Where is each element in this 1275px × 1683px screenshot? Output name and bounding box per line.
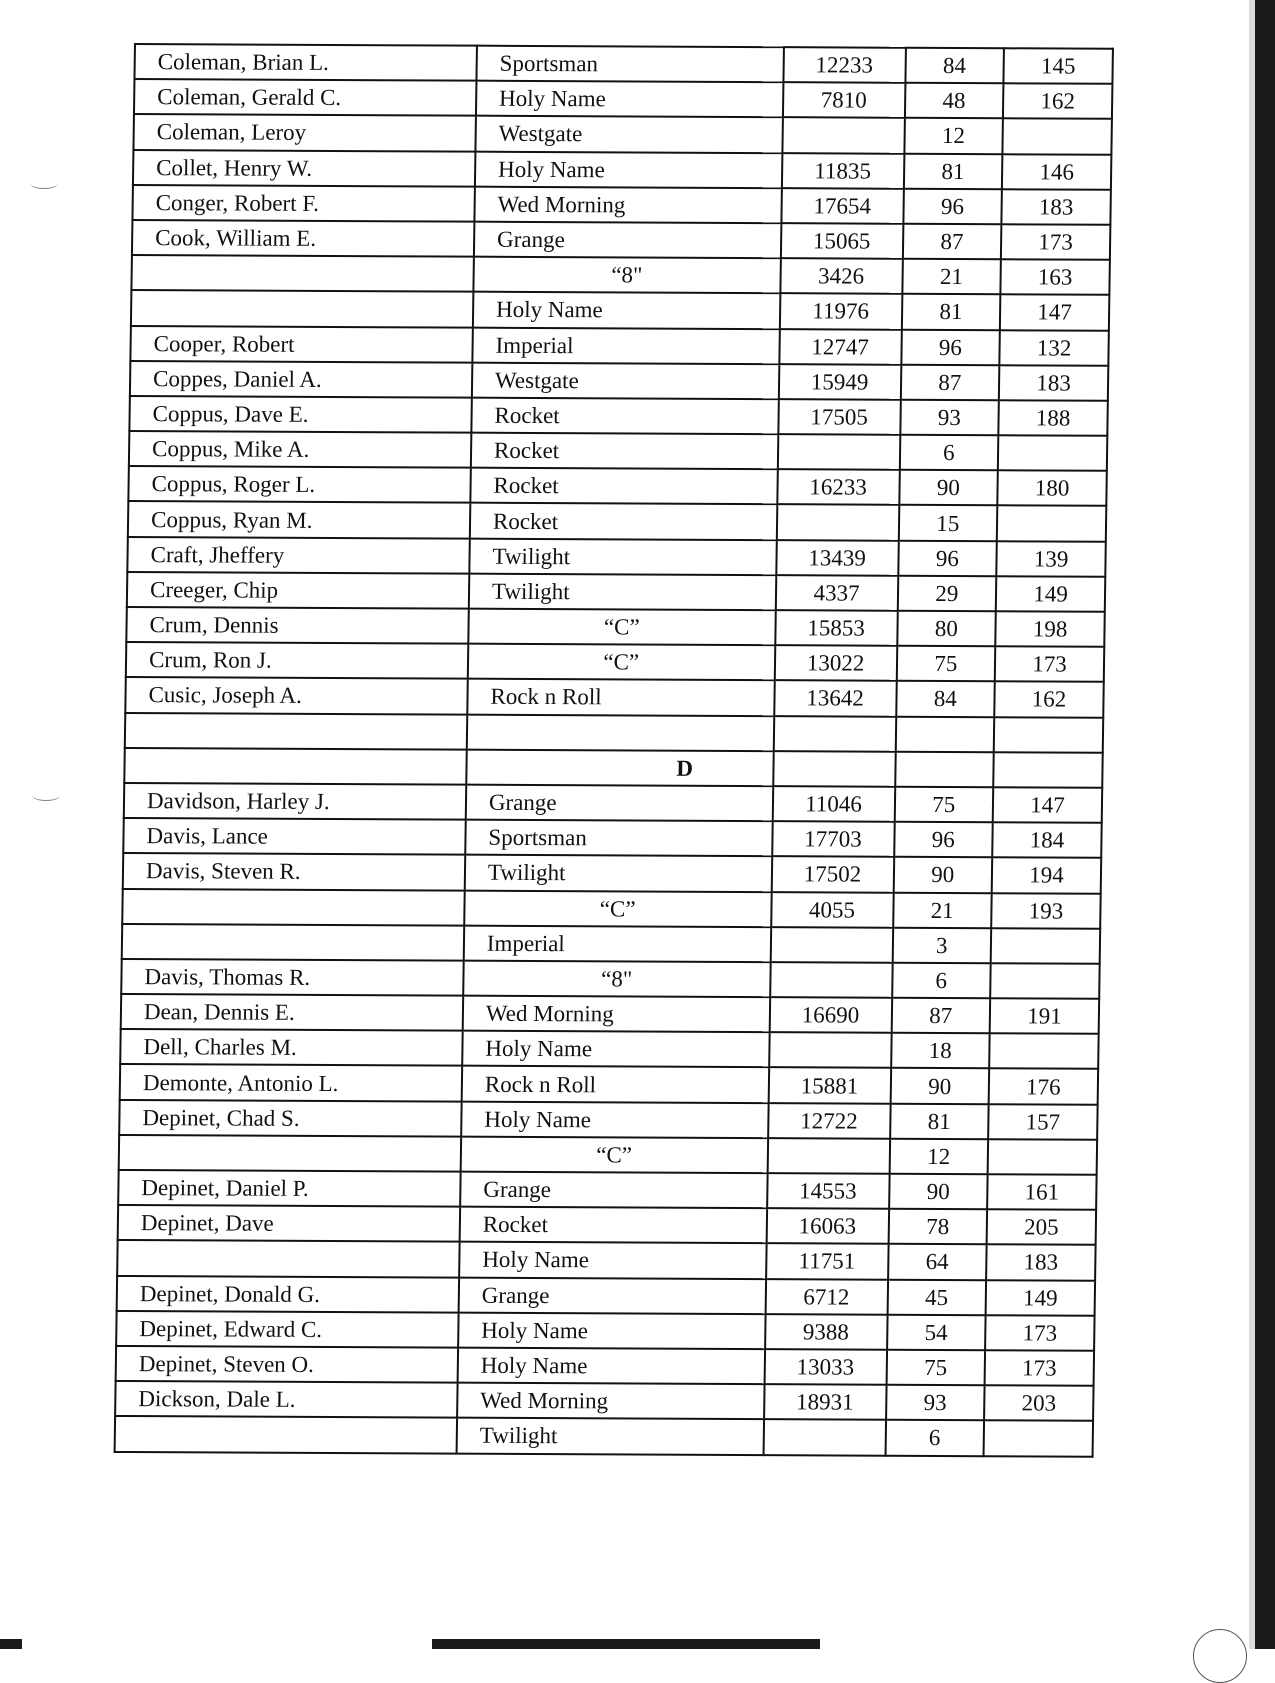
total-pins-cell: 3426 (780, 258, 903, 294)
games-cell: 81 (903, 153, 1002, 189)
games-cell: 96 (903, 189, 1002, 225)
total-pins-cell: 12747 (779, 329, 902, 365)
table-row (126, 607, 1104, 647)
average-cell (991, 928, 1100, 964)
league-cell: Wed Morning (474, 186, 781, 223)
league-cell: Wed Morning (463, 996, 770, 1033)
total-pins-cell (769, 1032, 892, 1068)
total-pins-cell: 15065 (780, 223, 903, 259)
league-cell: Rock n Roll (462, 1066, 769, 1103)
games-cell: 6 (899, 435, 998, 471)
games-cell: 96 (901, 329, 1000, 365)
league-cell: Holy Name (473, 292, 780, 329)
bowler-name-cell: Depinet, Steven O. (116, 1346, 458, 1383)
league-cell: Wed Morning (457, 1383, 764, 1420)
table-row (120, 1064, 1098, 1104)
table-row (132, 220, 1110, 260)
league-cell: Grange (474, 222, 781, 259)
league-cell: Twilight (465, 855, 772, 892)
games-cell: 64 (888, 1244, 987, 1280)
table-row (122, 888, 1100, 928)
table-row (124, 783, 1102, 823)
table-row (125, 713, 1103, 753)
total-pins-cell: 16233 (777, 469, 900, 505)
average-cell: 180 (997, 470, 1106, 506)
table-row (133, 150, 1111, 190)
total-pins-cell: 4055 (771, 892, 894, 928)
bowler-name-cell: Dell, Charles M. (120, 1029, 462, 1066)
average-cell (989, 1033, 1098, 1069)
league-cell: “C” (468, 644, 775, 681)
bowler-name-cell (122, 888, 464, 925)
table-row (115, 1416, 1093, 1456)
league-cell (467, 714, 774, 751)
league-cell: Rocket (471, 398, 778, 435)
league-cell: Sportsman (465, 820, 772, 857)
average-cell: 132 (999, 330, 1108, 366)
games-cell: 93 (886, 1385, 985, 1421)
league-cell: Westgate (472, 362, 779, 399)
average-cell: 194 (992, 858, 1101, 894)
bowler-name-cell (117, 1240, 459, 1277)
empty-cell (124, 748, 466, 785)
bowler-name-cell: Collet, Henry W. (133, 150, 475, 187)
league-cell: “8" (463, 961, 770, 998)
league-cell: Rock n Roll (467, 679, 774, 716)
average-cell: 205 (987, 1209, 1096, 1245)
bowler-name-cell: Coleman, Leroy (133, 114, 475, 151)
total-pins-cell: 9388 (765, 1314, 888, 1350)
bowler-name-cell: Coleman, Brian L. (134, 44, 476, 81)
games-cell: 81 (890, 1103, 989, 1139)
bowler-name-cell: Davis, Steven R. (123, 853, 465, 890)
average-cell: 183 (999, 365, 1108, 401)
total-pins-cell: 13022 (774, 645, 897, 681)
bowler-name-cell: Coleman, Gerald C. (134, 79, 476, 116)
games-cell: 15 (898, 505, 997, 541)
league-cell: Holy Name (461, 1101, 768, 1138)
games-cell: 93 (900, 400, 999, 436)
games-cell: 75 (896, 646, 995, 682)
total-pins-cell (776, 505, 899, 541)
table-row (119, 1135, 1097, 1175)
games-cell: 84 (905, 48, 1004, 84)
empty-cell (993, 752, 1102, 788)
bowler-name-cell: Demonte, Antonio L. (120, 1064, 462, 1101)
total-pins-cell: 15881 (768, 1068, 891, 1104)
league-cell: “8" (473, 257, 780, 294)
games-cell (895, 716, 994, 752)
table-row (117, 1276, 1095, 1316)
scan-edge-dark (1255, 0, 1275, 1649)
league-cell: Grange (466, 785, 773, 822)
average-cell: 184 (992, 822, 1101, 858)
total-pins-cell (763, 1419, 886, 1455)
table-row (133, 114, 1111, 154)
bowler-name-cell: Depinet, Dave (118, 1205, 460, 1242)
table-row (118, 1170, 1096, 1210)
league-cell: Twilight (469, 573, 776, 610)
average-cell: 173 (985, 1315, 1094, 1351)
bowler-name-cell: Coppus, Dave E. (129, 396, 471, 433)
total-pins-cell: 7810 (782, 82, 905, 118)
table-row (115, 1381, 1093, 1421)
table-row (126, 642, 1104, 682)
league-cell: Grange (459, 1277, 766, 1314)
bowler-name-cell: Crum, Ron J. (126, 642, 468, 679)
bowler-name-cell: Davidson, Harley J. (124, 783, 466, 820)
league-cell: Grange (460, 1172, 767, 1209)
bowler-name-cell: Dean, Dennis E. (121, 994, 463, 1031)
table-row (132, 185, 1110, 225)
average-cell: 203 (984, 1385, 1093, 1421)
empty-cell (895, 752, 994, 788)
games-cell: 87 (902, 224, 1001, 260)
table-row (134, 79, 1112, 119)
league-cell: Twilight (469, 538, 776, 575)
table-row (129, 431, 1107, 471)
table-row (122, 924, 1100, 964)
league-cell: Westgate (475, 116, 782, 153)
table-row (123, 818, 1101, 858)
total-pins-cell: 17502 (771, 856, 894, 892)
average-cell: 163 (1000, 259, 1109, 295)
games-cell: 6 (885, 1420, 984, 1456)
games-cell: 48 (904, 83, 1003, 119)
average-cell (984, 1421, 1093, 1457)
average-cell: 173 (995, 646, 1104, 682)
table-row (116, 1311, 1094, 1351)
table-row (131, 290, 1109, 330)
section-header-row (124, 748, 1102, 788)
average-cell: 183 (986, 1245, 1095, 1281)
total-pins-cell (782, 118, 905, 154)
empty-cell (773, 751, 896, 787)
total-pins-cell: 13033 (764, 1349, 887, 1385)
average-cell: 183 (1001, 189, 1110, 225)
games-cell: 90 (890, 1068, 989, 1104)
games-cell: 6 (892, 963, 991, 999)
total-pins-cell: 11751 (766, 1244, 889, 1280)
average-cell (1002, 119, 1111, 155)
league-cell: Holy Name (458, 1348, 765, 1385)
average-cell: 191 (990, 998, 1099, 1034)
total-pins-cell: 13439 (776, 540, 899, 576)
games-cell: 54 (887, 1315, 986, 1351)
bowler-name-cell: Creeger, Chip (127, 572, 469, 609)
games-cell: 12 (889, 1139, 988, 1175)
games-cell: 96 (898, 540, 997, 576)
games-cell: 29 (897, 576, 996, 612)
total-pins-cell: 6712 (765, 1279, 888, 1315)
bowler-name-cell: Depinet, Daniel P. (118, 1170, 460, 1207)
average-cell: 162 (994, 682, 1103, 718)
bowler-roster-table (114, 43, 1114, 1457)
league-cell: “C” (464, 890, 771, 927)
average-cell: 188 (998, 400, 1107, 436)
total-pins-cell (767, 1138, 890, 1174)
average-cell: 173 (985, 1350, 1094, 1386)
average-cell: 149 (986, 1280, 1095, 1316)
average-cell (990, 963, 1099, 999)
league-cell: Holy Name (476, 81, 783, 118)
table-row (127, 537, 1105, 577)
section-letter: D (466, 749, 773, 786)
average-cell (988, 1139, 1097, 1175)
table-row (120, 1029, 1098, 1069)
total-pins-cell: 12722 (768, 1103, 891, 1139)
games-cell: 81 (901, 294, 1000, 330)
table-row (121, 959, 1099, 999)
bowler-name-cell: Cooper, Robert (130, 326, 472, 363)
table-row (131, 255, 1109, 295)
corner-circle-mark (1193, 1629, 1247, 1683)
bowler-name-cell: Davis, Thomas R. (121, 959, 463, 996)
league-cell: Holy Name (459, 1242, 766, 1279)
league-cell: “C” (468, 609, 775, 646)
games-cell: 21 (902, 259, 1001, 295)
games-cell: 90 (893, 857, 992, 893)
bowler-name-cell (122, 924, 464, 961)
table-row (121, 994, 1099, 1034)
average-cell: 139 (996, 541, 1105, 577)
total-pins-cell: 16690 (769, 997, 892, 1033)
table-row (134, 44, 1112, 84)
total-pins-cell: 15853 (775, 610, 898, 646)
total-pins-cell: 11976 (779, 293, 902, 329)
average-cell: 162 (1003, 83, 1112, 119)
bowler-name-cell (131, 290, 473, 327)
bowler-name-cell: Coppus, Mike A. (129, 431, 471, 468)
bowler-name-cell: Coppus, Ryan M. (128, 501, 470, 538)
bowler-name-cell (119, 1135, 461, 1172)
league-cell: Twilight (456, 1418, 763, 1455)
games-cell: 18 (891, 1033, 990, 1069)
scan-bottom-left-edge (0, 1639, 22, 1649)
games-cell: 12 (904, 118, 1003, 154)
average-cell (994, 717, 1103, 753)
bowler-name-cell: Depinet, Chad S. (119, 1100, 461, 1137)
league-cell: Imperial (464, 925, 771, 962)
bowler-name-cell: Coppes, Daniel A. (130, 361, 472, 398)
total-pins-cell: 11835 (781, 153, 904, 189)
league-cell: Rocket (460, 1207, 767, 1244)
games-cell: 96 (894, 822, 993, 858)
league-cell: Holy Name (458, 1312, 765, 1349)
average-cell: 176 (989, 1069, 1098, 1105)
league-cell: Rocket (471, 433, 778, 470)
bowler-name-cell (125, 713, 467, 750)
total-pins-cell: 16063 (766, 1208, 889, 1244)
average-cell: 147 (1000, 295, 1109, 331)
total-pins-cell (770, 962, 893, 998)
total-pins-cell: 12233 (783, 47, 906, 83)
table-row (128, 466, 1106, 506)
total-pins-cell: 17505 (778, 399, 901, 435)
games-cell: 75 (886, 1350, 985, 1386)
games-cell: 87 (891, 998, 990, 1034)
bowler-name-cell: Craft, Jheffery (127, 537, 469, 574)
games-cell: 84 (896, 681, 995, 717)
games-cell: 45 (887, 1279, 986, 1315)
league-cell: Rocket (470, 503, 777, 540)
games-cell: 3 (892, 927, 991, 963)
total-pins-cell: 15949 (778, 364, 901, 400)
average-cell: 161 (987, 1174, 1096, 1210)
table-row (125, 677, 1103, 717)
average-cell: 173 (1001, 224, 1110, 260)
bowler-name-cell (131, 255, 473, 292)
games-cell: 78 (888, 1209, 987, 1245)
games-cell: 87 (900, 364, 999, 400)
average-cell (998, 435, 1107, 471)
games-cell: 80 (897, 611, 996, 647)
average-cell: 193 (991, 893, 1100, 929)
games-cell: 21 (893, 892, 992, 928)
total-pins-cell: 11046 (772, 786, 895, 822)
bowler-name-cell: Conger, Robert F. (132, 185, 474, 222)
average-cell: 149 (996, 576, 1105, 612)
roster-body (115, 44, 1113, 1456)
table-row (116, 1346, 1094, 1386)
total-pins-cell (770, 927, 893, 963)
table-row (118, 1205, 1096, 1245)
average-cell: 146 (1002, 154, 1111, 190)
table-row (130, 361, 1108, 401)
table-row (117, 1240, 1095, 1280)
bowler-name-cell: Cook, William E. (132, 220, 474, 257)
table-row (119, 1100, 1097, 1140)
hole-punch-mark (32, 790, 60, 801)
total-pins-cell: 4337 (775, 575, 898, 611)
league-cell: Rocket (470, 468, 777, 505)
total-pins-cell: 14553 (767, 1173, 890, 1209)
average-cell: 147 (993, 787, 1102, 823)
average-cell: 198 (995, 611, 1104, 647)
scan-bottom-edge (432, 1639, 820, 1649)
average-cell: 145 (1004, 48, 1113, 84)
table-row (129, 396, 1107, 436)
total-pins-cell (777, 434, 900, 470)
total-pins-cell: 18931 (764, 1384, 887, 1420)
bowler-name-cell: Coppus, Roger L. (128, 466, 470, 503)
league-cell: “C” (461, 1136, 768, 1173)
hole-punch-mark (30, 178, 58, 189)
bowler-name-cell: Depinet, Edward C. (116, 1311, 458, 1348)
league-cell: Holy Name (475, 151, 782, 188)
games-cell: 90 (899, 470, 998, 506)
total-pins-cell: 17703 (772, 821, 895, 857)
average-cell (997, 506, 1106, 542)
table-row (127, 572, 1105, 612)
bowler-name-cell: Cusic, Joseph A. (125, 677, 467, 714)
games-cell: 75 (894, 787, 993, 823)
average-cell: 157 (988, 1104, 1097, 1140)
bowler-name-cell: Depinet, Donald G. (117, 1276, 459, 1313)
bowler-name-cell: Davis, Lance (123, 818, 465, 855)
total-pins-cell: 13642 (774, 681, 897, 717)
total-pins-cell: 17654 (781, 188, 904, 224)
table-row (130, 326, 1108, 366)
bowler-name-cell: Dickson, Dale L. (115, 1381, 457, 1418)
table-row (128, 501, 1106, 541)
league-cell: Sportsman (476, 46, 783, 83)
bowler-name-cell: Crum, Dennis (126, 607, 468, 644)
league-cell: Holy Name (462, 1031, 769, 1068)
league-cell: Imperial (472, 327, 779, 364)
bowler-name-cell (115, 1416, 457, 1453)
total-pins-cell (773, 716, 896, 752)
games-cell: 90 (889, 1174, 988, 1210)
table-row (123, 853, 1101, 893)
